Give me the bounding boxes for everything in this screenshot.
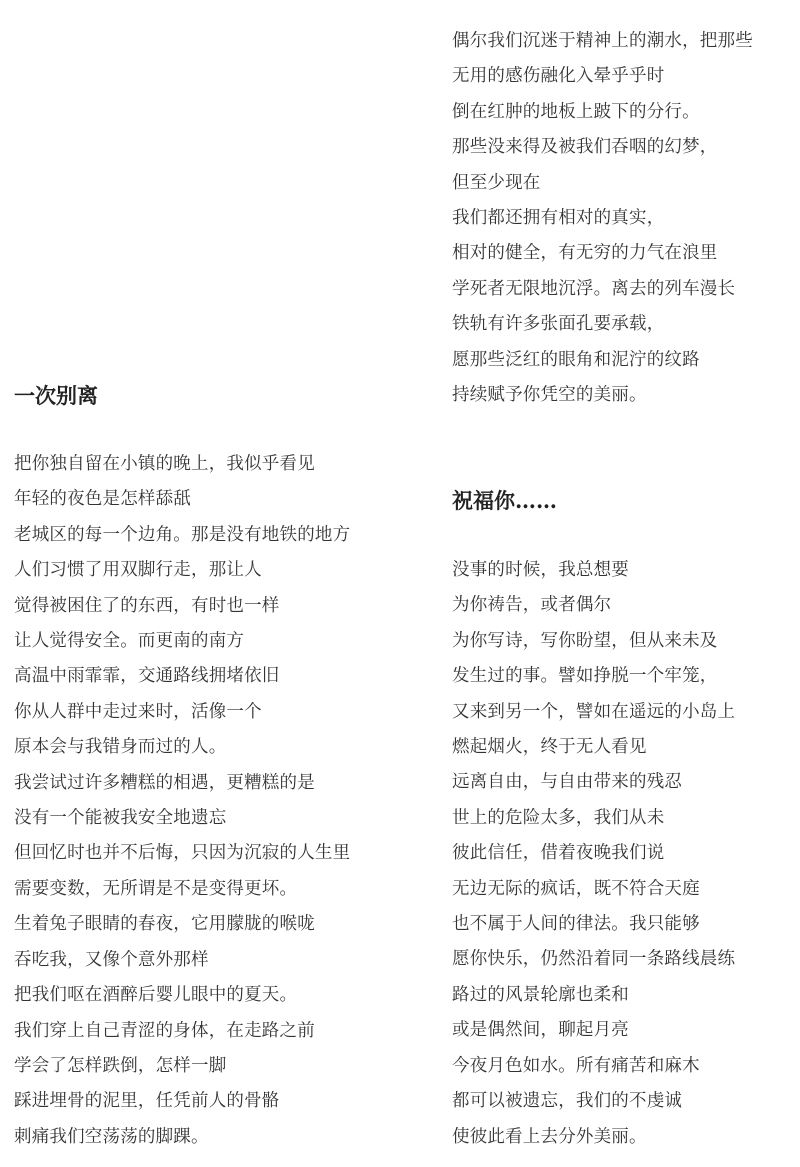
poem-line: 高温中雨霏霏，交通路线拥堵依旧 bbox=[14, 666, 280, 687]
poem-line: 但回忆时也并不后悔，只因为沉寂的人生里 bbox=[14, 843, 351, 864]
poem-line: 但至少现在 bbox=[452, 172, 541, 193]
poem-line: 路过的风景轮廓也柔和 bbox=[452, 984, 629, 1005]
poem-title: 祝福你…… bbox=[452, 488, 557, 513]
poem-line: 愿你快乐，仍然沿着同一条路线晨练 bbox=[452, 949, 736, 970]
poem-one-title-block bbox=[14, 381, 98, 411]
poem-line: 相对的健全，有无穷的力气在浪里 bbox=[452, 243, 718, 264]
poem-line: 年轻的夜色是怎样舔舐 bbox=[14, 489, 191, 510]
poem-line: 吞吃我，又像个意外那样 bbox=[14, 949, 209, 970]
poem-line: 没有一个能被我安全地遗忘 bbox=[14, 808, 227, 829]
poem-line: 远离自由，与自由带来的残忍 bbox=[452, 772, 683, 793]
poem-line: 铁轨有许多张面孔要承载， bbox=[452, 314, 665, 335]
poem-line: 使彼此看上去分外美丽。 bbox=[452, 1126, 647, 1147]
poem-line: 踩进埋骨的泥里，任凭前人的骨骼 bbox=[14, 1091, 280, 1112]
poem-line: 彼此信任，借着夜晚我们说 bbox=[452, 843, 665, 864]
poem-line: 偶尔我们沉迷于精神上的潮水，把那些 bbox=[452, 31, 753, 51]
poem-line: 持续赋予你凭空的美丽。 bbox=[452, 385, 647, 406]
poem-two-body bbox=[452, 553, 735, 1155]
poem-line: 原本会与我错身而过的人。 bbox=[14, 737, 227, 758]
poem-line: 让人觉得安全。而更南的南方 bbox=[14, 631, 245, 652]
poem-line: 倒在红肿的地板上跛下的分行。 bbox=[452, 101, 700, 122]
poem-line: 都可以被遗忘，我们的不虔诚 bbox=[452, 1091, 683, 1112]
poem-line: 愿那些泛红的眼角和泥泞的纹路 bbox=[452, 349, 700, 370]
poem-line: 世上的危险太多，我们从未 bbox=[452, 807, 665, 828]
poem-line: 发生过的事。譬如挣脱一个牢笼， bbox=[452, 666, 718, 687]
poem-line: 学死者无限地沉浮。离去的列车漫长 bbox=[452, 278, 736, 299]
poem-line: 或是偶然间，聊起月亮 bbox=[452, 1020, 629, 1041]
poem-line: 今夜月色如水。所有痛苦和麻木 bbox=[452, 1055, 700, 1076]
poem-title: 一次别离 bbox=[14, 383, 98, 408]
continued-poem-body bbox=[452, 24, 753, 413]
poem-line: 无边无际的疯话，既不符合天庭 bbox=[452, 878, 700, 899]
poem-line: 把我们呕在酒醉后婴儿眼中的夏天。 bbox=[14, 985, 298, 1006]
poem-line: 老城区的每一个边角。那是没有地铁的地方 bbox=[14, 524, 351, 545]
poem-line: 那些没来得及被我们吞咽的幻梦， bbox=[452, 137, 718, 158]
poem-line: 为你祷告，或者偶尔 bbox=[452, 595, 612, 616]
poem-line: 需要变数，无所谓是不是变得更坏。 bbox=[14, 878, 298, 899]
poem-line: 为你写诗，写你盼望，但从来未及 bbox=[452, 630, 718, 651]
poem-line: 生着兔子眼睛的春夜，它用朦胧的喉咙 bbox=[14, 914, 315, 935]
poem-line: 也不属于人间的律法。我只能够 bbox=[452, 914, 700, 935]
poem-one-body bbox=[14, 447, 350, 1155]
poem-line: 我们都还拥有相对的真实， bbox=[452, 208, 665, 229]
poem-two-title-block bbox=[452, 486, 557, 516]
poem-line: 人们习惯了用双脚行走，那让人 bbox=[14, 560, 262, 581]
poem-line: 觉得被困住了的东西，有时也一样 bbox=[14, 595, 280, 616]
poem-line: 刺痛我们空荡荡的脚踝。 bbox=[14, 1126, 209, 1147]
poem-line: 你从人群中走过来时，活像一个 bbox=[14, 701, 262, 722]
poem-line: 没事的时候，我总想要 bbox=[452, 560, 629, 580]
poem-line: 燃起烟火，终于无人看见 bbox=[452, 737, 647, 758]
poem-line: 我们穿上自己青涩的身体，在走路之前 bbox=[14, 1020, 315, 1041]
poem-line: 把你独自留在小镇的晚上，我似乎看见 bbox=[14, 454, 315, 474]
poem-line: 又来到另一个，譬如在遥远的小岛上 bbox=[452, 701, 736, 722]
poem-line: 我尝试过许多糟糕的相遇，更糟糕的是 bbox=[14, 772, 315, 793]
poem-line: 无用的感伤融化入晕乎乎时 bbox=[452, 66, 665, 87]
poem-line: 学会了怎样跌倒，怎样一脚 bbox=[14, 1055, 227, 1076]
